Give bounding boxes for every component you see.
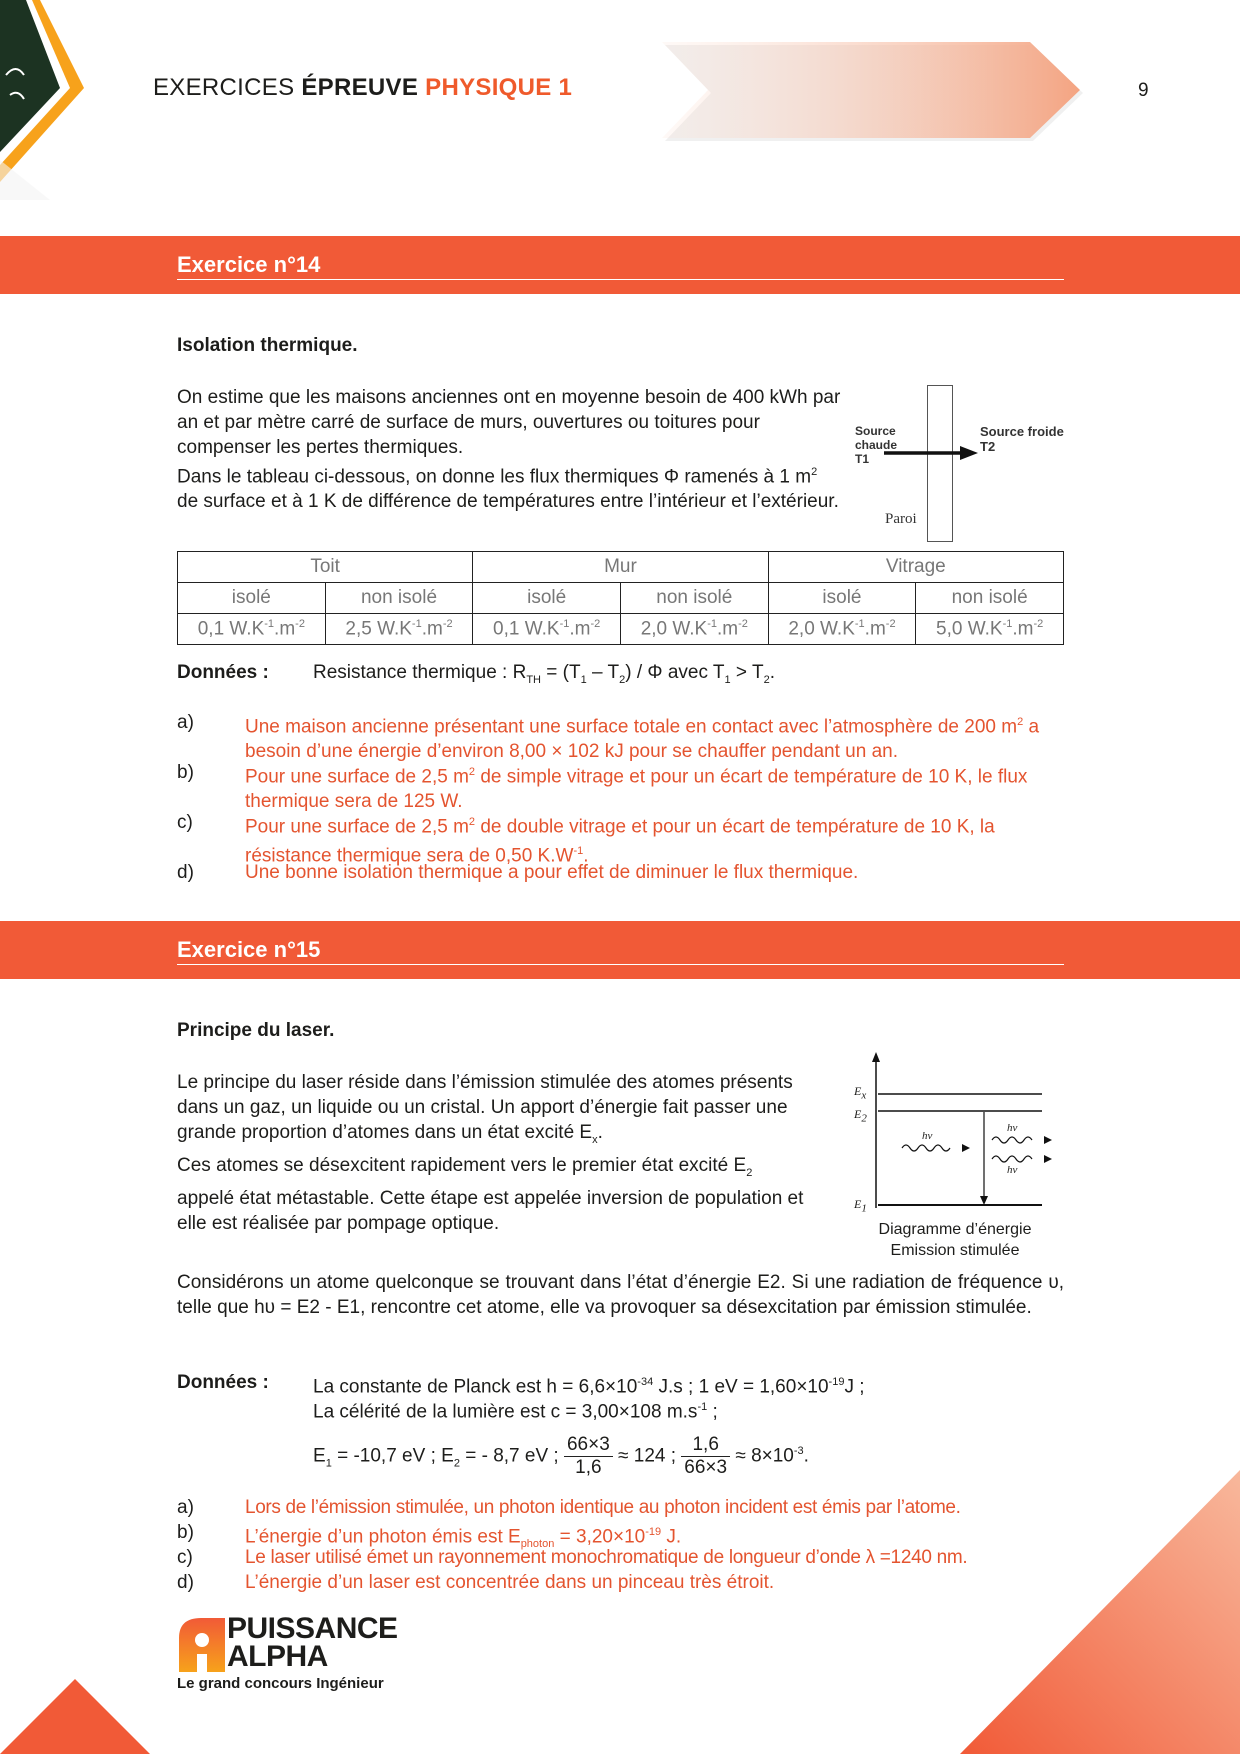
question-label: b) [177, 762, 194, 783]
emitted-photon-label-2: hν [1007, 1164, 1018, 1176]
energy-diagram-graphic [850, 1052, 1060, 1215]
table-subheader-row [178, 583, 1064, 614]
ex14-donnees-label: Données : [177, 662, 269, 683]
ex14-title: Exercice n°14 [177, 252, 1064, 280]
ex15-question-c [177, 1545, 1064, 1570]
header-title-physique: PHYSIQUE 1 [425, 74, 573, 101]
question-text: Une bonne isolation thermique a pour effet de diminuer le flux thermique. [245, 862, 859, 883]
energy-diagram-caption: Diagramme d’énergie Emission stimulée [878, 1221, 1032, 1259]
ex14-subtitle: Isolation thermique. [177, 335, 358, 356]
table-subheader: isolé [178, 583, 326, 614]
ex15-paragraph-2: Considérons un atome quelconque se trouvant dans l’état d’énergie E2. Si une radiation de fréquence υ, telle que hυ = E2 - E1, rencontre cet atome, elle va provoquer sa désexcitation par émission stimulée. [177, 1272, 1064, 1318]
ex14-question-b [177, 760, 1064, 814]
table-cell: 2,0 $W.K^{-1}.m^{-2}$ [620, 614, 768, 645]
question-text: Pour une surface de 2,5 $m^2$ de double vitrage et pour un écart de température de 10 K, la résistance thermique sera de 0,50 $K.W^{-1}$. [245, 816, 995, 867]
emitted-photon-label-1: hν [1007, 1122, 1018, 1134]
ex15-intro-paragraph-1: Le principe du laser réside dans l’émission stimulée des atomes présents dans un gaz, un liquide ou un cristal. Un apport d’énergie fait passer une grande proportion d’atomes dans un état excité $E_x$. [177, 1072, 793, 1146]
header-title-exercices: EXERCICES [153, 74, 302, 101]
wall-rectangle [927, 385, 953, 542]
ex14-donnees-formula: Resistance thermique : $R_{TH} = (T_1 - T_2) / \Phi$ avec $T_1 > T_2$. [313, 662, 775, 686]
ex15-donnees-line-1: La constante de Planck est $h = 6,6\times 10^{-34}$ J.s ; 1 eV = $1,60\times 10^{-19}J$ ; [313, 1376, 865, 1398]
table-group-header: Toit [178, 552, 473, 583]
ex15-donnees-line-2: La célérité de la lumière est c = 3,00×108 $m.s^{-1}$ ; [313, 1401, 718, 1423]
level-ex-label: $E_x$ [854, 1084, 867, 1102]
logo-wordmark: PUISSANCE ALPHA [227, 1612, 398, 1673]
question-text: Une maison ancienne présentant une surface totale en contact avec l’atmosphère de 200 $m^2$ a besoin d’une énergie d’environ 8,00 × 102 kJ pour se chauffer pendant un an. [245, 716, 1040, 763]
ex14-question-d [177, 860, 1064, 885]
alpha-logo-icon [177, 1616, 227, 1672]
corner-badge-decoration [0, 0, 100, 200]
source-hot-label: Source chaude T1 [855, 424, 898, 466]
question-text: L’énergie d’un photon émis est $E_{photon} = 3,20\times 10^{-19}$ J. [245, 1526, 682, 1551]
question-label: a) [177, 1497, 194, 1518]
ex15-donnees-line-3: $E_1 = -10,7$ eV ; $E_2$ = - 8,7 eV ; $\frac{66\times 3}{1,6}$ ≈ 124 ; $\frac{1,6}{66\times 3}$ ≈ $8\times 10^{-3}$. [313, 1434, 809, 1478]
table-cell: 2,0 $W.K^{-1}.m^{-2}$ [768, 614, 916, 645]
ex14-intro-paragraph-1: On estime que les maisons anciennes ont en moyenne besoin de 400 kWh par an et par mètre carré de surface de murs, ouvertures ou toitures pour compenser les pertes thermiques. [177, 387, 841, 458]
question-text: Pour une surface de 2,5 $m^2$ de simple vitrage et pour un écart de température de 10 K, le flux thermique sera de 125 W. [245, 766, 1028, 813]
page-number: 9 [1138, 80, 1149, 101]
ex14-question-a [177, 710, 1064, 764]
question-label: c) [177, 812, 193, 833]
level-e1-label: $E_1$ [854, 1197, 867, 1215]
table-subheader: isolé [473, 583, 621, 614]
question-text: L’énergie d’un laser est concentrée dans un pinceau très étroit. [245, 1572, 775, 1593]
wall-flux-diagram [850, 383, 1070, 543]
paroi-label: Paroi [885, 511, 917, 527]
puissance-alpha-logo [177, 1613, 437, 1693]
ex15-title: Exercice n°15 [177, 937, 1064, 965]
fraction-1: $\frac{66\times 3}{1,6}$ [564, 1434, 613, 1479]
ex15-question-a [177, 1495, 1064, 1520]
question-label: d) [177, 862, 194, 883]
ex14-intro-paragraph-2: Dans le tableau ci-dessous, on donne les flux thermiques Φ ramenés à 1 $m^2$ de surface et à 1 K de différence de températures entre l’intérieur et l’extérieur. [177, 466, 839, 513]
table-cell: 5,0 $W.K^{-1}.m^{-2}$ [916, 614, 1064, 645]
question-label: b) [177, 1522, 194, 1543]
question-label: d) [177, 1572, 194, 1593]
incident-photon-label: hν [922, 1130, 933, 1142]
table-cell: 2,5 $W.K^{-1}.m^{-2}$ [325, 614, 473, 645]
question-label: a) [177, 712, 194, 733]
table-group-header: Mur [473, 552, 768, 583]
ex15-intro [177, 1070, 813, 1236]
table-subheader: non isolé [325, 583, 473, 614]
header-title [153, 74, 572, 102]
table-cell: 0,1 $W.K^{-1}.m^{-2}$ [178, 614, 326, 645]
fraction-2: $\frac{1,6}{66\times 3}$ [681, 1434, 730, 1479]
source-cold-label: Source froide T2 [980, 424, 1064, 454]
table-subheader: non isolé [916, 583, 1064, 614]
thermal-flux-table [177, 551, 1064, 645]
header-title-epreuve: ÉPREUVE [301, 74, 426, 101]
table-cell: 0,1 $W.K^{-1}.m^{-2}$ [473, 614, 621, 645]
table-value-row [178, 614, 1064, 645]
ex15-subtitle: Principe du laser. [177, 1020, 335, 1041]
question-text: Le laser utilisé émet un rayonnement monochromatique de longueur d’onde λ =1240 nm. [245, 1547, 968, 1568]
bottom-left-decoration [0, 1676, 150, 1754]
header-chevron-decoration [660, 40, 1085, 142]
table-subheader: isolé [768, 583, 916, 614]
question-text: Lors de l’émission stimulée, un photon identique au photon incident est émis par l’atome. [245, 1497, 961, 1518]
energy-level-diagram [850, 1052, 1060, 1259]
level-e2-label: $E_2$ [854, 1107, 867, 1125]
question-label: c) [177, 1547, 193, 1568]
table-header-row [178, 552, 1064, 583]
table-group-header: Vitrage [768, 552, 1063, 583]
logo-tagline: Le grand concours Ingénieur [177, 1675, 384, 1692]
ex15-donnees-label: Données : [177, 1372, 269, 1393]
ex14-intro [177, 385, 842, 514]
ex15-intro-paragraph-2: Ces atomes se désexcitent rapidement vers le premier état excité $E_2$ appelé état métastable. Cette étape est appelée inversion de population et elle est réalisée par pompage optique. [177, 1154, 804, 1234]
table-subheader: non isolé [620, 583, 768, 614]
ex15-question-d [177, 1570, 1064, 1595]
